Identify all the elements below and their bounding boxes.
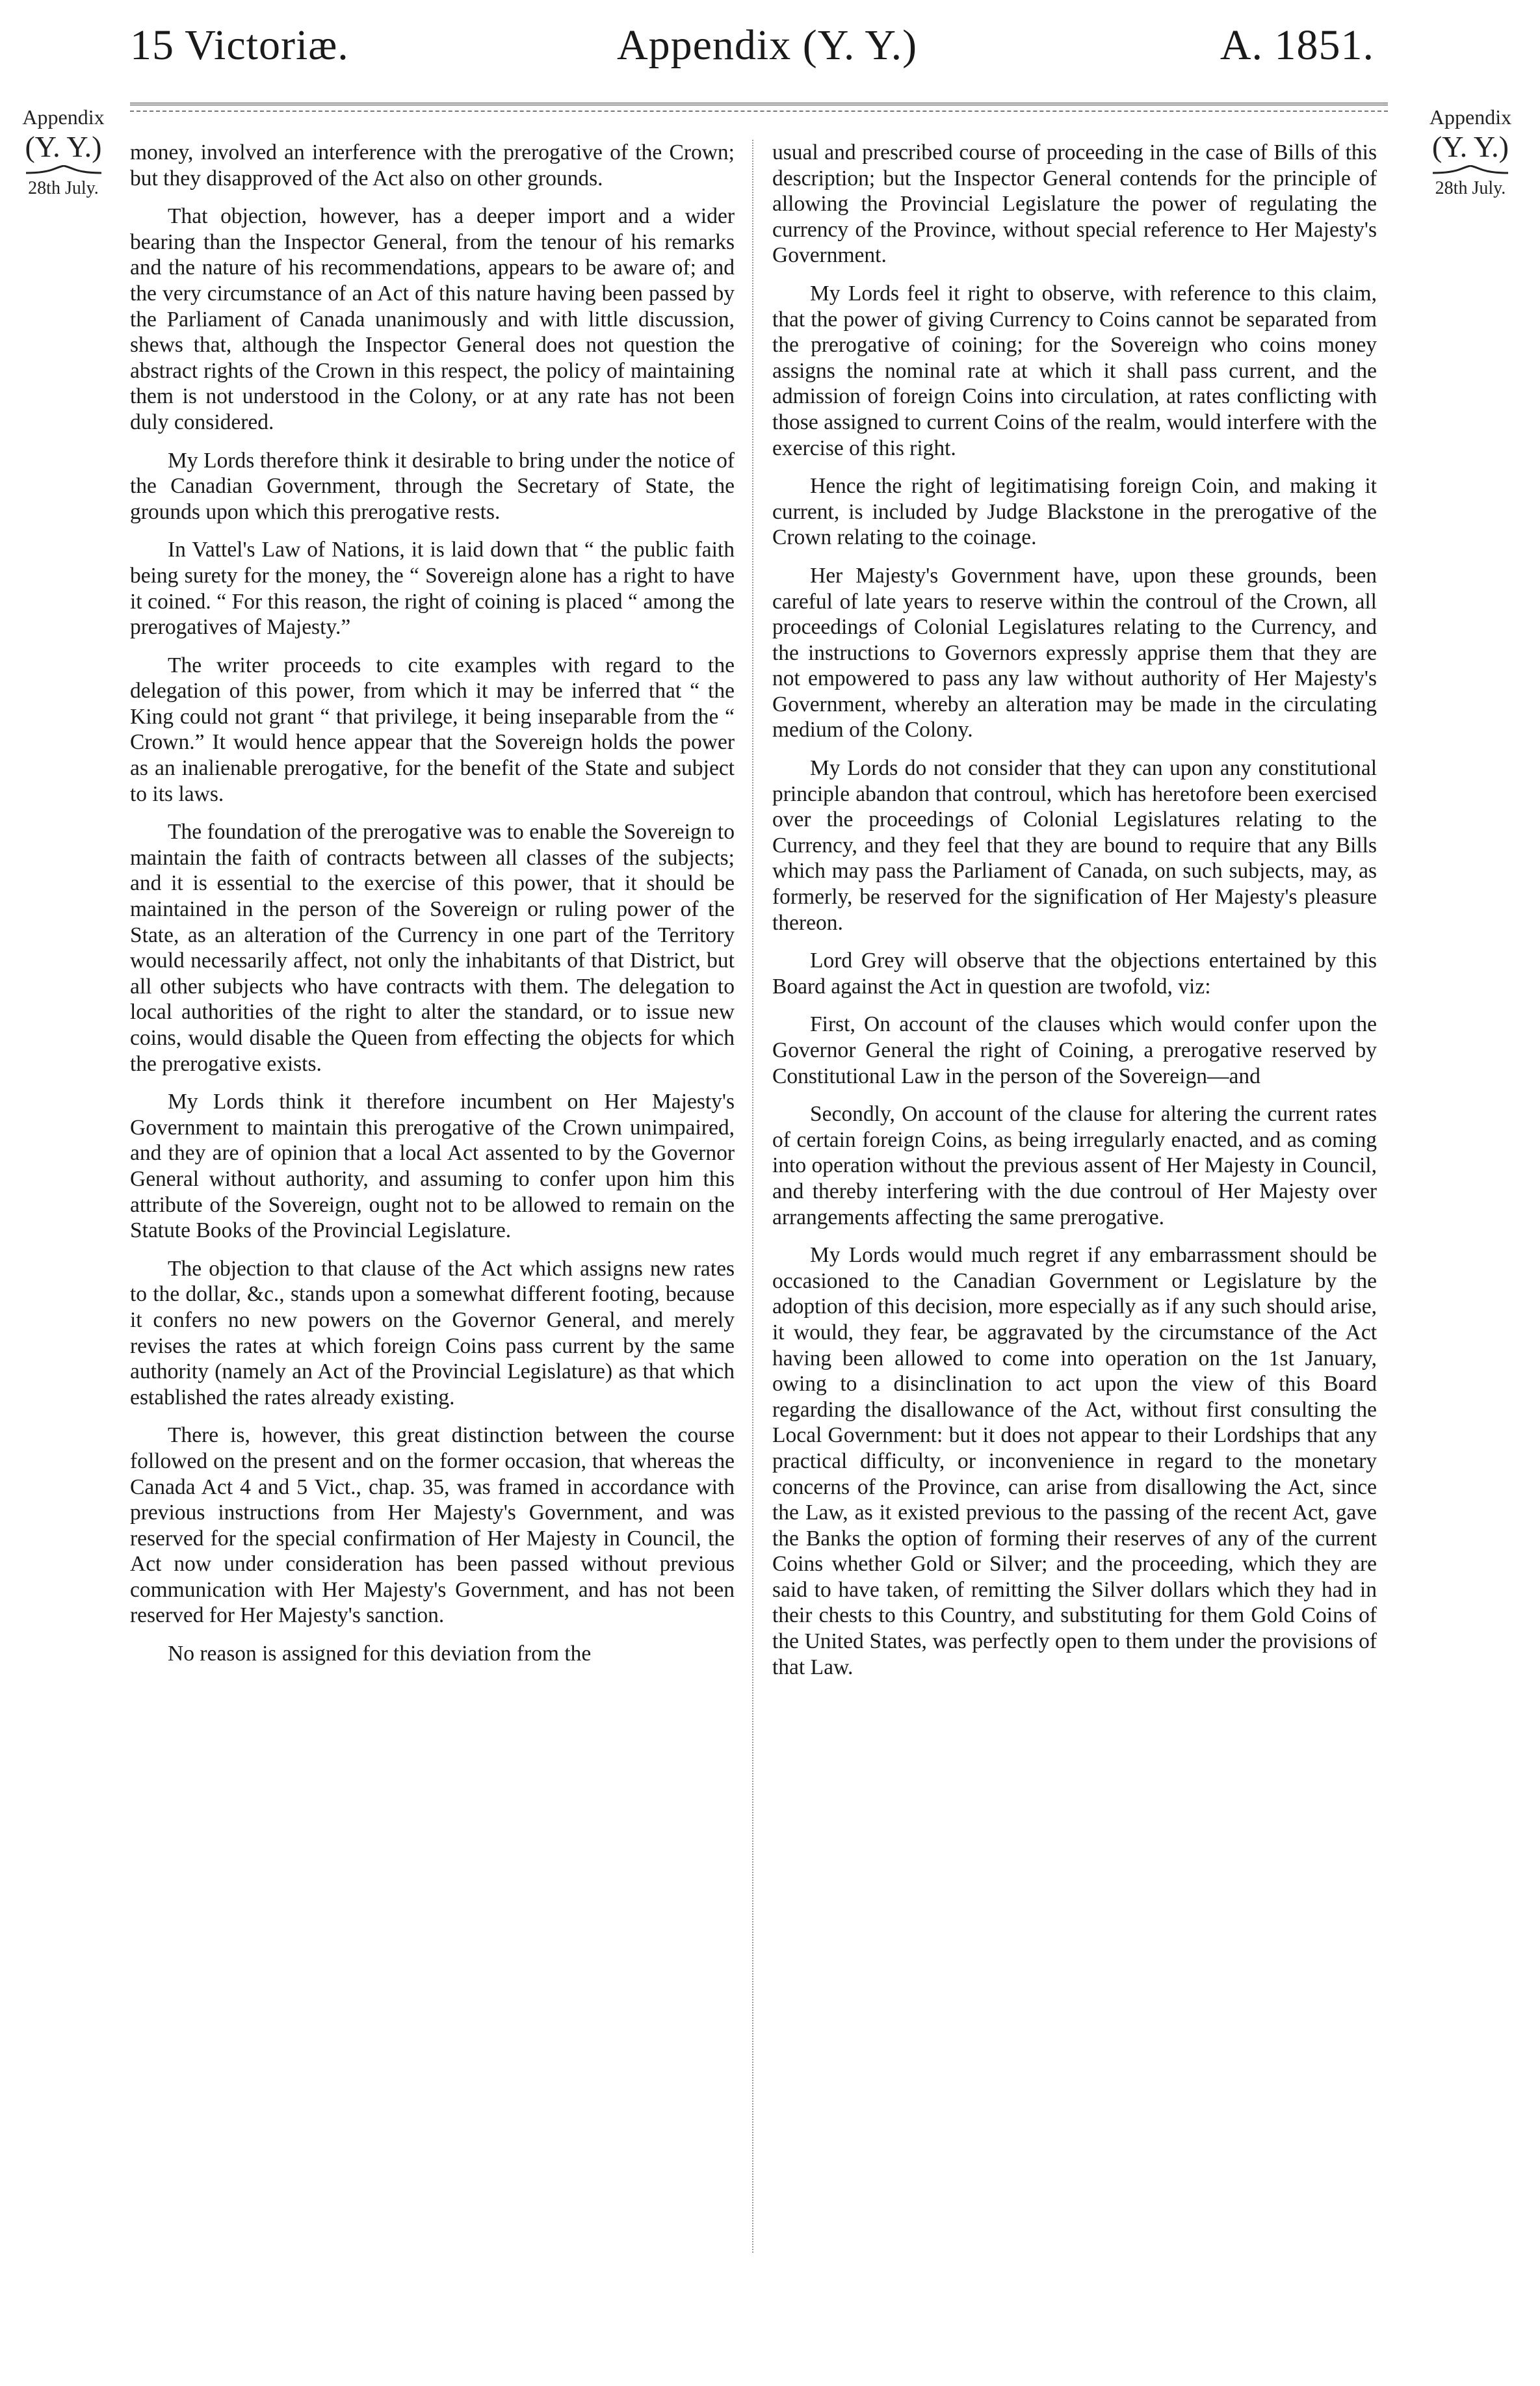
header-session: 15 Victoriæ. — [130, 21, 349, 69]
margin-note-right-code: (Y. Y.) — [1431, 130, 1509, 163]
margin-note-right-label: Appendix — [1429, 105, 1512, 129]
header-rule — [130, 103, 1388, 105]
right-column — [772, 140, 1377, 1692]
margin-note-left-code: (Y. Y.) — [25, 130, 102, 163]
margin-note-left — [0, 104, 127, 200]
brace-ornament-left — [25, 165, 103, 174]
margin-note-left-label: Appendix — [22, 105, 105, 129]
paragraph: Secondly, On account of the clause for altering the current rates of certain foreign Coins, as being irregularly enacted, and as coming into operation without the previous assent of Her Majesty in Council, and thereby interfering with the due controul of Her Majesty over arrangements affecting the same prerogative. — [772, 1102, 1377, 1229]
header-year: A. 1851. — [1220, 21, 1374, 69]
paragraph: The objection to that clause of the Act which assigns new rates to the dollar, &c., stands upon a somewhat different footing, because it confers no new powers on the Governor General, and merely revises the rates at which foreign Coins pass current by the same authority (namely an Act of the Provincial Legislature) as that which established the rates already existing. — [130, 1256, 735, 1409]
paragraph: The foundation of the prerogative was to enable the Sovereign to maintain the faith of contracts between all classes of the subjects; and it is essential to the exercise of this power, that it should be maintained in the person of the Sovereign or ruling power of the State, as an alteration of the Currency in one part of the Territory would necessarily affect, not only the inhabitants of that District, but all other subjects who have contracts with them. The delegation to local authorities of the right to alter the standard, or to issue new coins, would disable the Queen from effecting the objects for which the prerogative exists. — [130, 820, 735, 1076]
paragraph: First, On account of the clauses which would confer upon the Governor General the right of Coining, a prerogative reserved by Constitutional Law in the person of the Sovereign—and — [772, 1012, 1377, 1088]
left-column — [130, 140, 735, 1679]
column-divider — [752, 140, 753, 2253]
paragraph: Lord Grey will observe that the objections entertained by this Board against the Act in question are twofold, viz: — [772, 949, 1377, 999]
margin-note-right — [1401, 104, 1540, 200]
paragraph: My Lords would much regret if any embarrassment should be occasioned to the Canadian Government or Legislature by the adoption of this decision, more especially as if any such should arise, it would, they fear, be aggravated by the circumstance of the Act having been allowed to come into operation on the 1st January, owing to a disinclination to act upon the view of this Board regarding the disallowance of the Act, without first consulting the Local Government: but it does not appear to their Lordships that any practical difficulty, or inconvenience in regard to the monetary concerns of the Province, can arise from disallowing the Act, since the Law, as it existed previous to the passing of the recent Act, gave the Banks the option of forming their reserves of any of the current Coins whether Gold or Silver; and the proceeding, which they are said to have taken, of remitting the Silver dollars which they had in their chests to this Country, and substituting for them Gold Coins of the United States, was perfectly open to them under the provisions of that Law. — [772, 1243, 1377, 1679]
paragraph: My Lords think it therefore incumbent on Her Majesty's Government to maintain this prerogative of the Crown unimpaired, and they are of opinion that a local Act assented to by the Governor General without authority, and assuming to confer upon him this attribute of the Sovereign, ought not to be allowed to remain on the Statute Books of the Provincial Legislature. — [130, 1090, 735, 1243]
margin-note-left-date: 28th July. — [28, 178, 99, 198]
paragraph: The writer proceeds to cite examples with regard to the delegation of this power, from which it may be inferred that “ the King could not grant “ that privilege, it being inseparable from the “ Crown.” It would hence appear that the Sovereign holds the power as an inalienable prerogative, for the benefit of the State and subject to its laws. — [130, 653, 735, 806]
paragraph: Her Majesty's Government have, upon these grounds, been careful of late years to reserve within the controul of the Crown, all proceedings of Colonial Legislatures relating to the Currency, and the instructions to Governors expressly apprise them that they are not empowered to pass any law without authority of Her Majesty's Government, whereby an alteration may be made in the circulating medium of the Colony. — [772, 563, 1377, 742]
paragraph: My Lords do not consider that they can upon any constitutional principle abandon that controul, which has heretofore been exercised over the proceedings of Colonial Legislatures relating to the Currency, and they feel that they are bound to require that any Bills which may pass the Parliament of Canada, on such subjects, may, as formerly, be reserved for the signification of Her Majesty's pleasure thereon. — [772, 756, 1377, 935]
paragraph: usual and prescribed course of proceeding in the case of Bills of this description; but the Inspector General contends for the principle of allowing the Provincial Legislature the power of regulating the currency of the Province, without special reference to Her Majesty's Government. — [772, 140, 1377, 268]
header-rule-dashed — [130, 111, 1388, 112]
brace-ornament-right — [1431, 165, 1509, 174]
paragraph: No reason is assigned for this deviation from the — [168, 1642, 592, 1666]
paragraph: money, involved an interference with the prerogative of the Crown; but they disapproved of the Act also on other grounds. — [130, 140, 735, 190]
paragraph: Hence the right of legitimatising foreign Coin, and making it current, is included by Judge Blackstone in the prerogative of the Crown relating to the coinage. — [772, 474, 1377, 550]
header-appendix: Appendix (Y. Y.) — [616, 21, 918, 69]
paragraph: My Lords feel it right to observe, with reference to this claim, that the power of giving Currency to Coins cannot be separated from the prerogative of coining; for the Sovereign who coins money assigns the nominal rate at which it shall pass current, and the admission of foreign Coins into circulation, at rates conflicting with those assigned to current Coins of the realm, would interfere with the exercise of this right. — [772, 281, 1377, 460]
paragraph: My Lords therefore think it desirable to bring under the notice of the Canadian Government, through the Secretary of State, the grounds upon which this prerogative rests. — [130, 448, 735, 524]
paragraph: In Vattel's Law of Nations, it is laid down that “ the public faith being surety for the money, the “ Sovereign alone has a right to have it coined. “ For this reason, the right of coining is placed “ among the prerogatives of Majesty.” — [130, 538, 735, 640]
paragraph: That objection, however, has a deeper import and a wider bearing than the Inspector General, from the tenour of his remarks and the nature of his recommendations, appears to be aware of; and the very circumstance of an Act of this nature having been passed by the Parliament of Canada unanimously and with little discussion, shews that, although the Inspector General does not question the abstract rights of the Crown in this respect, the policy of maintaining them is not understood in the Colony, or at any rate has not been duly considered. — [130, 204, 735, 434]
margin-note-right-date: 28th July. — [1435, 178, 1506, 198]
paragraph: There is, however, this great distinction between the course followed on the present and on the former occasion, that whereas the Canada Act 4 and 5 Vict., chap. 35, was framed in accordance with previous instructions from Her Majesty's Government, and was reserved for the special confirmation of Her Majesty in Council, the Act now under consideration has been passed without previous communication with Her Majesty's Government, and has not been reserved for Her Majesty's sanction. — [130, 1423, 735, 1628]
